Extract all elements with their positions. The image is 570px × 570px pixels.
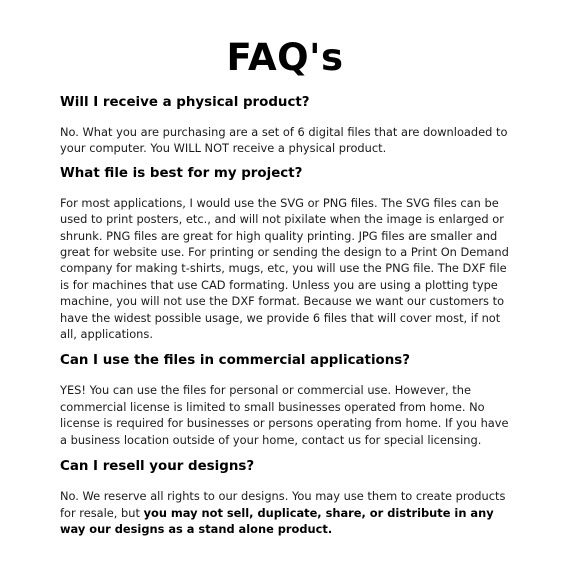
faq-answer: YES! You can use the files for personal or commercial use. However, the commercial license is limited to small businesses operated from home. No license is required for businesses or persons operating from home. If you have a business location outside of your home, contact us for special licensing.	[60, 383, 509, 447]
page-title: FAQ's	[226, 36, 344, 79]
faq-answer: No. What you are purchasing are a set of 6 digital files that are downloaded to your computer. You WILL NOT receive a physical product.	[60, 125, 508, 156]
faq-answer: For most applications, I would use the SVG or PNG files. The SVG files can be used to print posters, etc., and will not pixilate when the image is enlarged or shrunk. PNG files are great for high quality printing. JPG files are smaller and great for website use. For printing or sending the design to a Print On Demand company for making t-shirts, mugs, etc, you will use the PNG file. The DXF file is for machines that use CAD formating. Unless you are using a plotting type machine, you will not use the DXF format. Because we want our customers to have the widest possible usage, we provide 6 files that will cover most, if not all, applications.	[60, 195, 509, 342]
faq-item-best-file	[60, 165, 510, 343]
faq-answer-text: No. We reserve all rights to our designs. You may use them to create products for resale, but	[60, 489, 506, 520]
faq-answer	[60, 488, 510, 537]
faq-item-physical-product	[60, 94, 510, 157]
faq-question: Can I use the files in commercial applications?	[60, 353, 411, 369]
faq-question: Can I resell your designs?	[60, 459, 255, 475]
faq-question: Will I receive a physical product?	[60, 95, 310, 110]
faq-item-resell	[60, 458, 510, 537]
faq-question: What file is best for my project?	[60, 165, 303, 181]
faq-answer-emphasis: you may not sell, duplicate, share, or distribute in any way our designs as a stand alone product.	[60, 505, 494, 536]
faq-item-commercial-use	[60, 352, 510, 448]
